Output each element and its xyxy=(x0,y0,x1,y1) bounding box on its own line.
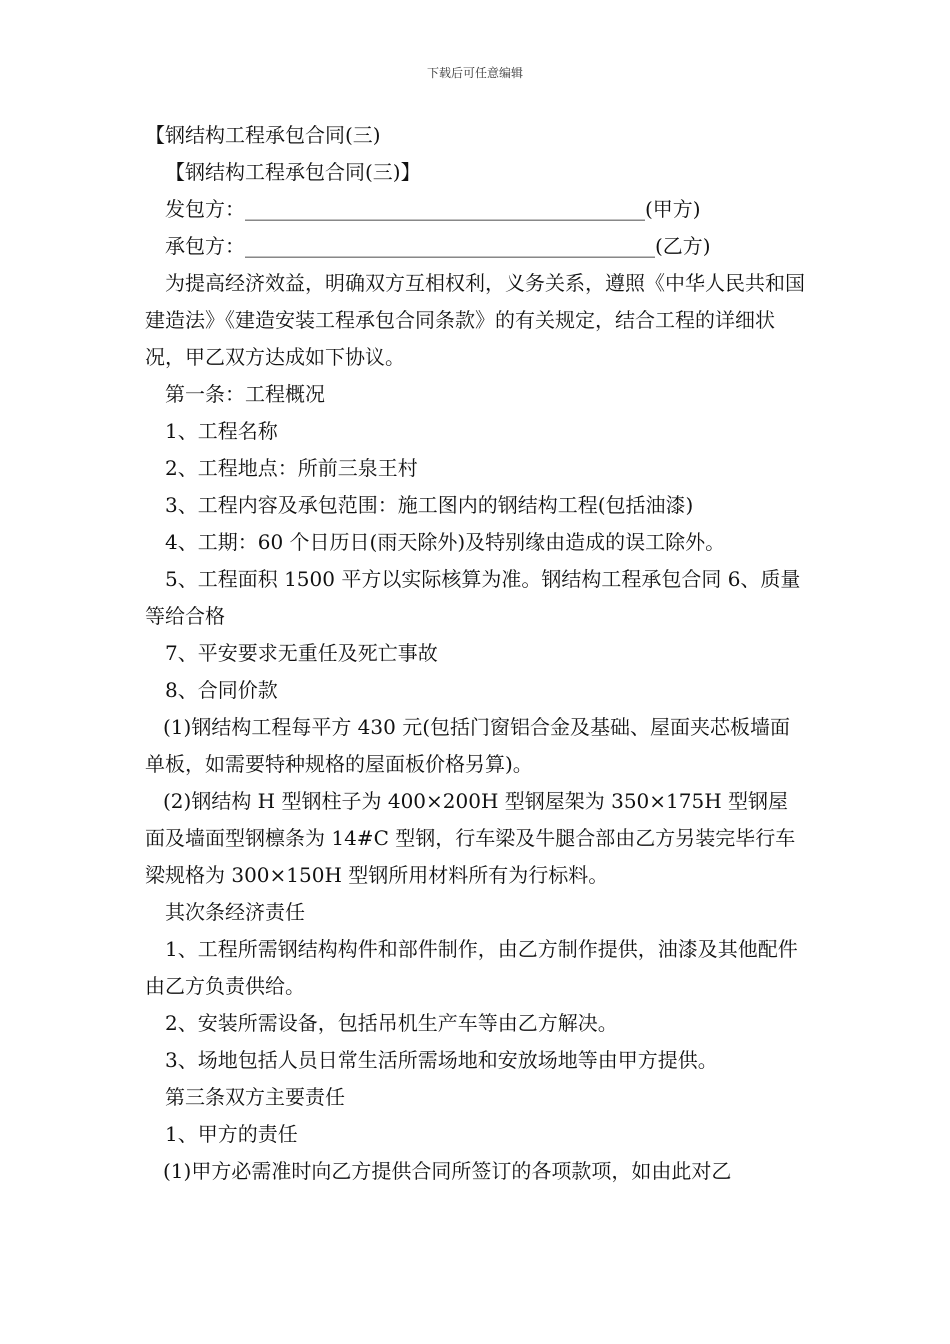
preamble-paragraph: 为提高经济效益，明确双方互相权利，义务关系，遵照《中华人民共和国建造法》《建造安装工程承包合同条款》的有关规定，结合工程的详细状况，甲乙双方达成如下协议。 xyxy=(145,271,805,369)
document-body xyxy=(145,117,807,1190)
article-1-heading: 第一条：工程概况 xyxy=(165,382,325,406)
party-a-duty-heading: 1、甲方的责任 xyxy=(165,1122,298,1146)
economic-duty-item-2: 2、安装所需设备，包括吊机生产车等由乙方解决。 xyxy=(165,1011,618,1035)
contract-price-item: 8、合同价款 xyxy=(165,678,278,702)
page-header-note: 下载后可任意编辑 xyxy=(426,66,523,80)
economic-duty-item-1: 1、工程所需钢结构构件和部件制作，由乙方制作提供，油漆及其他配件由乙方负责供给。 xyxy=(145,937,798,998)
economic-duty-item-3: 3、场地包括人员日常生活所需场地和安放场地等由甲方提供。 xyxy=(165,1048,718,1072)
price-clause-1: (1)钢结构工程每平方 430 元(包括门窗铝合金及基础、屋面夹芯板墙面单板，如需要特种规格的屋面板价格另算)。 xyxy=(145,715,791,776)
contractor-party-line: 承包方：_________________________________________(乙方) xyxy=(165,234,711,258)
document-title-line: 【钢结构工程承包合同(三) xyxy=(145,123,381,147)
article-3-heading: 第三条双方主要责任 xyxy=(165,1085,345,1109)
project-scope-item: 3、工程内容及承包范围：施工图内的钢结构工程(包括油漆) xyxy=(165,493,694,517)
project-area-item: 5、工程面积 1500 平方以实际核算为准。钢结构工程承包合同 6、质量等给合格 xyxy=(145,567,801,628)
party-a-duty-clause-1: (1)甲方必需准时向乙方提供合同所签订的各项款项，如由此对乙 xyxy=(163,1159,732,1183)
project-duration-item: 4、工期：60 个日历日(雨天除外)及特别缘由造成的误工除外。 xyxy=(165,530,726,554)
safety-requirement-item: 7、平安要求无重任及死亡事故 xyxy=(165,641,438,665)
employer-party-line: 发包方：________________________________________(甲方) xyxy=(165,197,701,221)
project-location-item: 2、工程地点：所前三泉王村 xyxy=(165,456,418,480)
document-subtitle-line: 【钢结构工程承包合同(三)】 xyxy=(165,160,421,184)
price-clause-2: (2)钢结构 H 型钢柱子为 400×200H 型钢屋架为 350×175H 型钢屋面及墙面型钢檩条为 14#C 型钢，行车梁及牛腿合部由乙方另装完毕行车梁规格为 300×150H 型钢所用材料所有为行标料。 xyxy=(145,789,796,887)
project-name-item: 1、工程名称 xyxy=(165,419,278,443)
article-2-heading: 其次条经济责任 xyxy=(165,900,305,924)
